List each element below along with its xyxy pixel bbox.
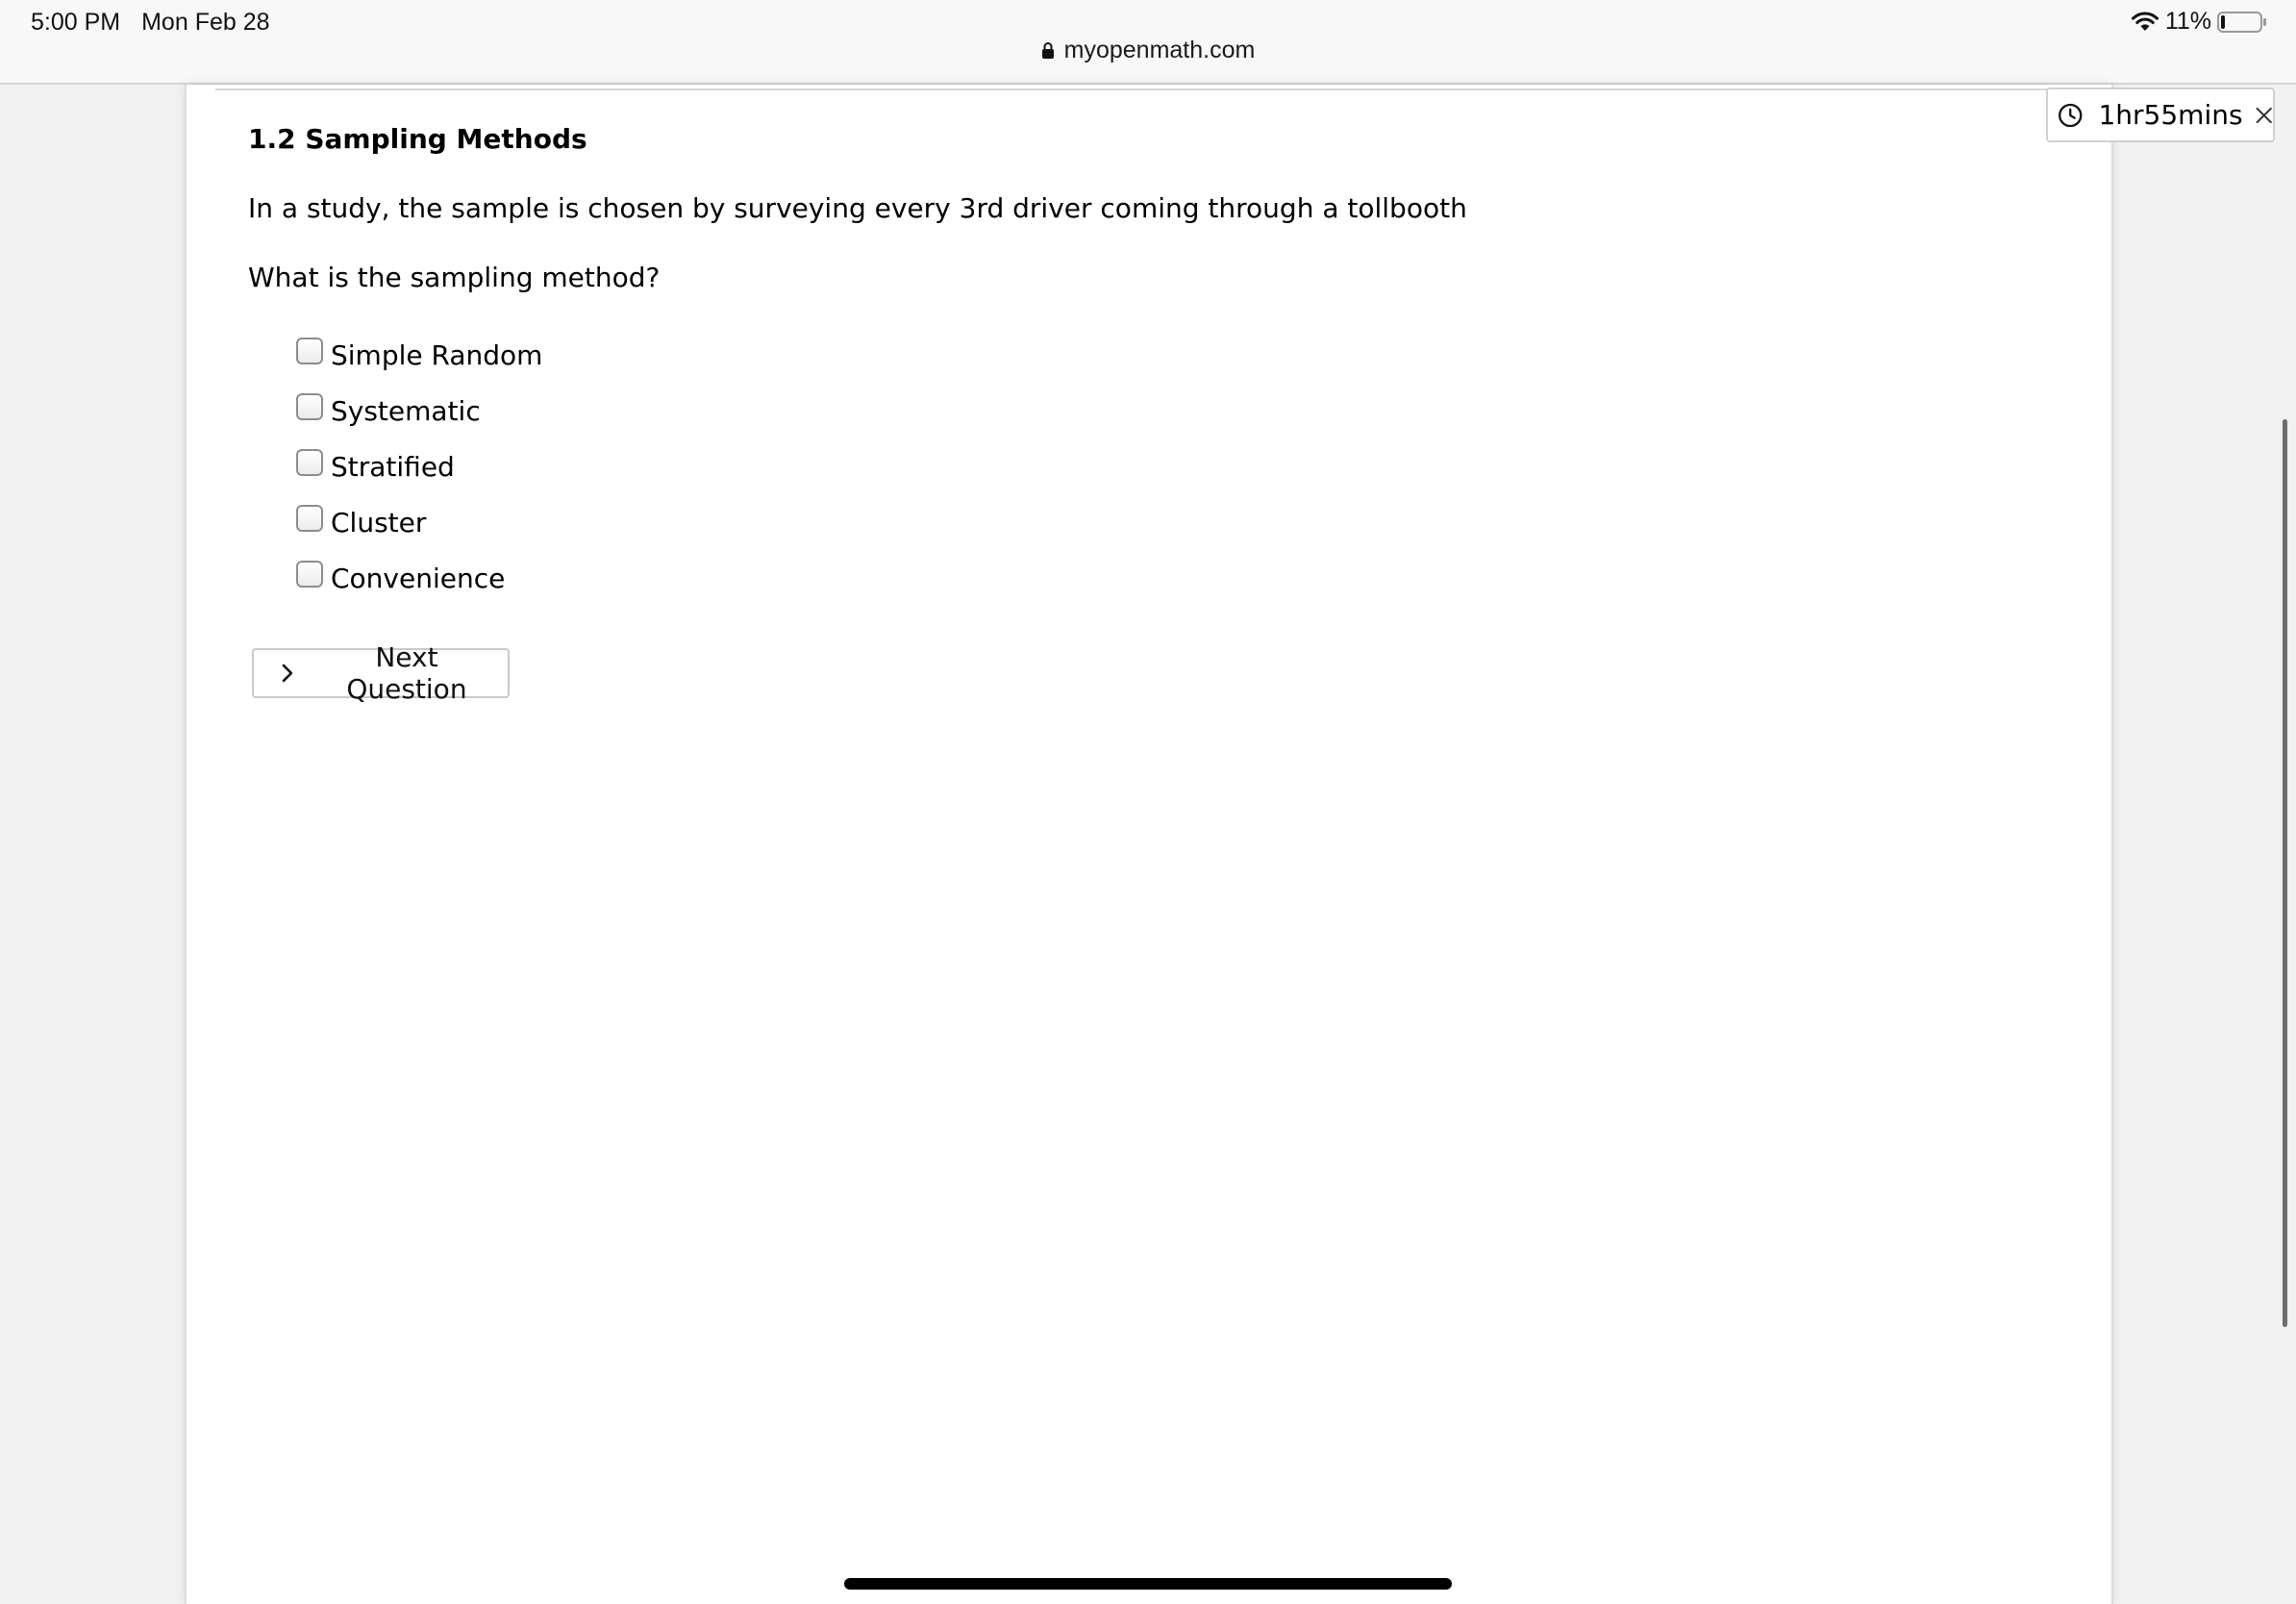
wifi-icon — [2131, 11, 2159, 34]
status-indicators — [2131, 8, 2267, 36]
checkbox[interactable] — [296, 561, 323, 588]
checkbox[interactable] — [296, 449, 323, 476]
next-question-button[interactable] — [252, 641, 510, 705]
clock-icon — [2058, 101, 2083, 130]
question-prompt: What is the sampling method? — [248, 262, 661, 293]
checkbox[interactable] — [296, 338, 323, 364]
close-icon[interactable] — [2255, 105, 2273, 126]
url-bar[interactable] — [0, 37, 2296, 64]
checkbox[interactable] — [296, 393, 323, 420]
status-time: 5:00 PM — [31, 9, 121, 36]
choice-systematic[interactable] — [296, 383, 542, 439]
choice-simple-random[interactable] — [296, 327, 542, 383]
question-text: In a study, the sample is chosen by surveying every 3rd driver coming through a tollbooth — [248, 192, 1467, 224]
checkbox[interactable] — [296, 505, 323, 532]
status-time-date — [31, 9, 270, 37]
battery-icon — [2217, 11, 2267, 34]
question-panel — [185, 85, 2113, 1604]
status-and-url-bar — [0, 0, 2296, 85]
chevron-right-icon — [281, 663, 294, 684]
choice-label: Systematic — [331, 394, 481, 427]
choice-label: Convenience — [331, 562, 506, 594]
battery-percent: 11% — [2164, 8, 2211, 35]
answer-choices — [296, 327, 542, 606]
choice-cluster[interactable] — [296, 494, 542, 550]
home-indicator[interactable] — [844, 1578, 1452, 1590]
choice-label: Simple Random — [331, 338, 543, 371]
lock-icon — [1041, 41, 1055, 59]
scrollbar[interactable] — [2283, 419, 2287, 1327]
timer-remaining: 1hr55mins — [2098, 99, 2243, 131]
timer-widget — [2046, 88, 2275, 142]
status-date: Mon Feb 28 — [141, 9, 270, 36]
url-text: myopenmath.com — [1063, 37, 1256, 63]
next-question-label: Next Question — [346, 641, 467, 705]
choice-stratified[interactable] — [296, 439, 542, 494]
question-title: 1.2 Sampling Methods — [248, 123, 587, 155]
choice-label: Cluster — [331, 506, 427, 539]
choice-convenience[interactable] — [296, 550, 542, 606]
choice-label: Stratified — [331, 450, 455, 483]
divider — [215, 88, 2111, 90]
